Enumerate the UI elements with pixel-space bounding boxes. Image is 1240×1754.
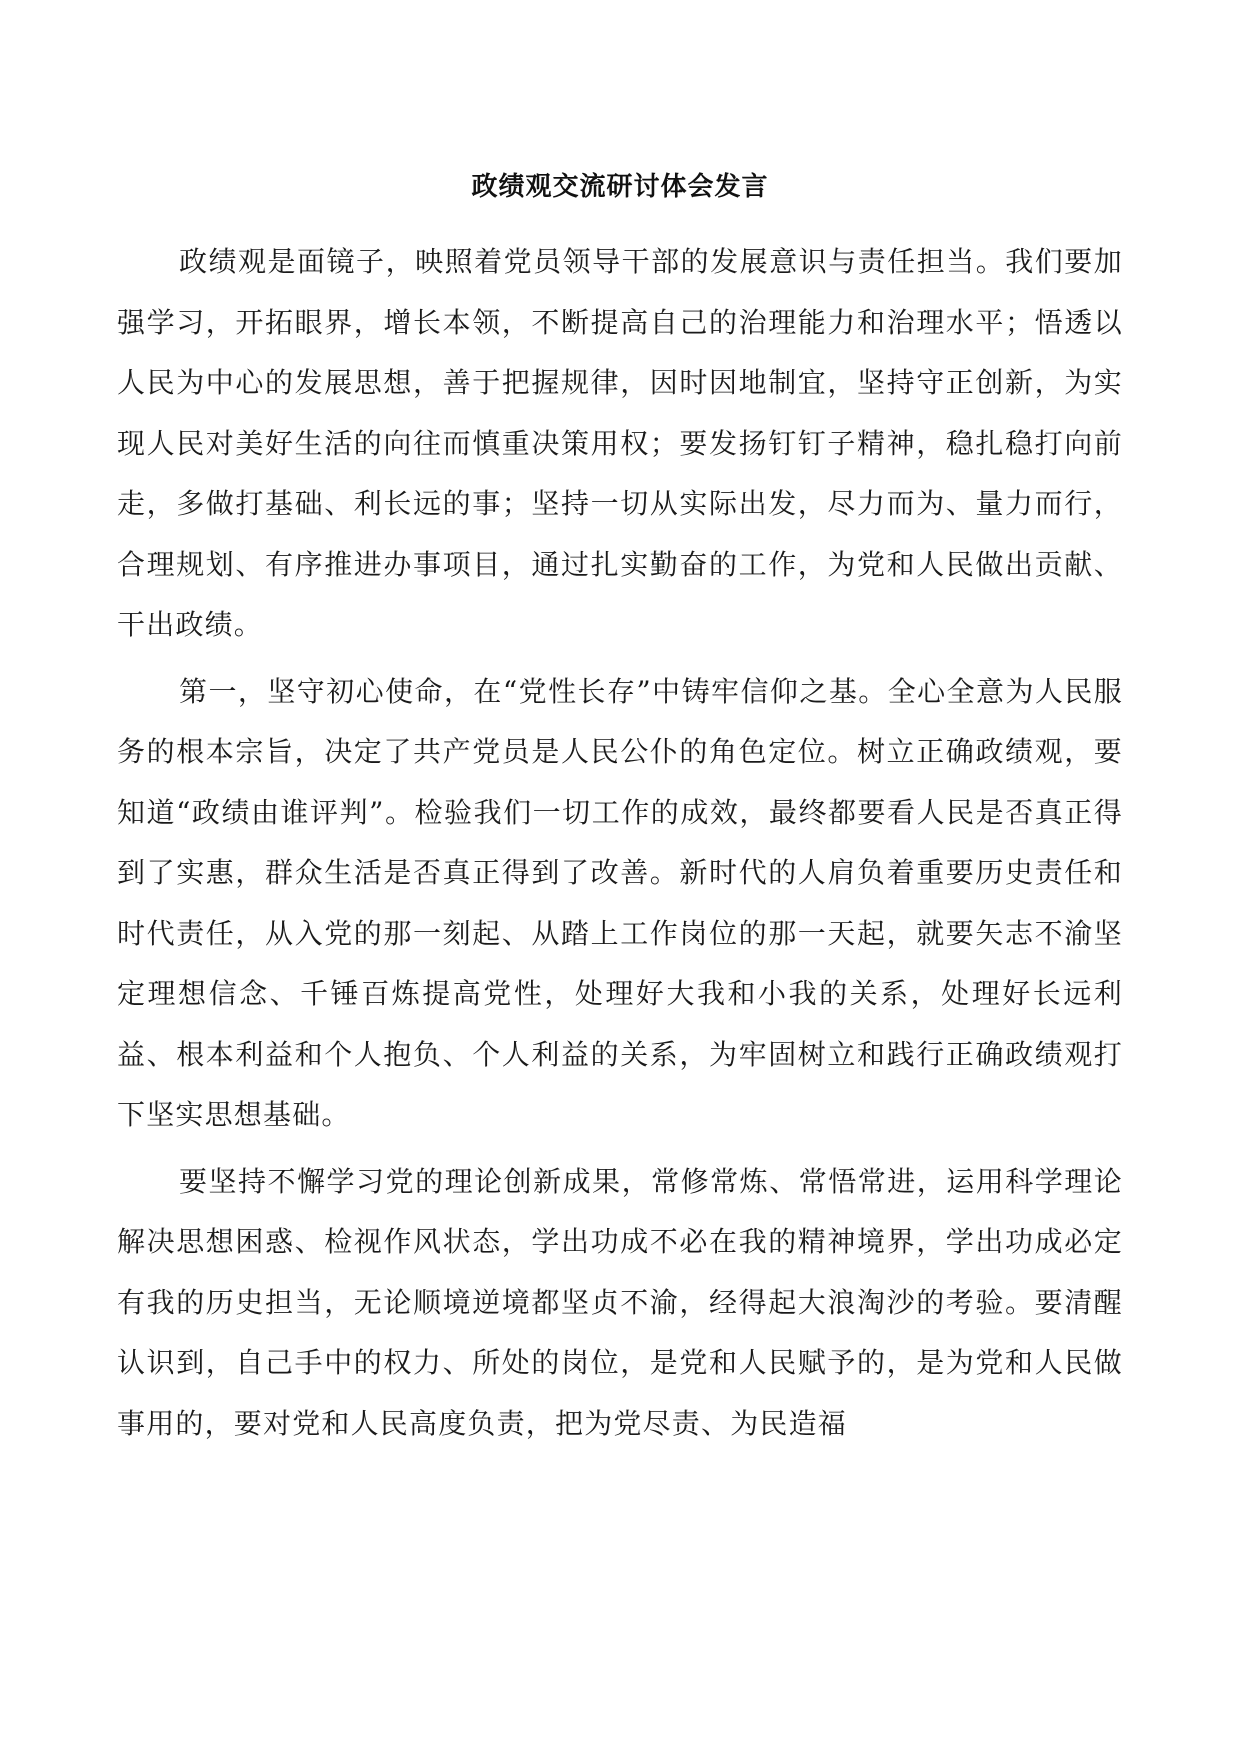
document-title: 政绩观交流研讨体会发言 bbox=[471, 172, 769, 202]
paragraph-study-theory: 要坚持不懈学习党的理论创新成果，常修常炼、常悟常进，运用科学理论解决思想困惑、检视作风状态，学出功成不必在我的精神境界，学出功成必定有我的历史担当，无论顺境逆境都坚贞不渝，经得起大浪淘沙的考验。要清醒认识到，自己手中的权力、所处的岗位，是党和人民赋予的，是为党和人民做事用的，要对党和人民高度负责，把为党尽责、为民造福 bbox=[117, 1164, 1123, 1440]
paragraph-first-point: 第一，坚守初心使命，在“党性长存”中铸牢信仰之基。全心全意为人民服务的根本宗旨，决定了共产党员是人民公仆的角色定位。树立正确政绩观，要知道“政绩由谁评判”。检验我们一切工作的成效，最终都要看人民是否真正得到了实惠，群众生活是否真正得到了改善。新时代的人肩负着重要历史责任和时代责任，从入党的那一刻起、从踏上工作岗位的那一天起，就要矢志不渝坚定理想信念、千锤百炼提高党性，处理好大我和小我的关系，处理好长远利益、根本利益和个人抱负、个人利益的关系，为牢固树立和践行正确政绩观打下坚实思想基础。 bbox=[117, 674, 1123, 1131]
document-body bbox=[117, 232, 1123, 1460]
paragraph-intro: 政绩观是面镜子，映照着党员领导干部的发展意识与责任担当。我们要加强学习，开拓眼界，增长本领，不断提高自己的治理能力和治理水平；悟透以人民为中心的发展思想，善于把握规律，因时因地制宜，坚持守正创新，为实现人民对美好生活的向往而慎重决策用权；要发扬钉钉子精神，稳扎稳打向前走，多做打基础、利长远的事；坚持一切从实际出发，尽力而为、量力而行，合理规划、有序推进办事项目，通过扎实勤奋的工作，为党和人民做出贡献、干出政绩。 bbox=[117, 245, 1123, 641]
